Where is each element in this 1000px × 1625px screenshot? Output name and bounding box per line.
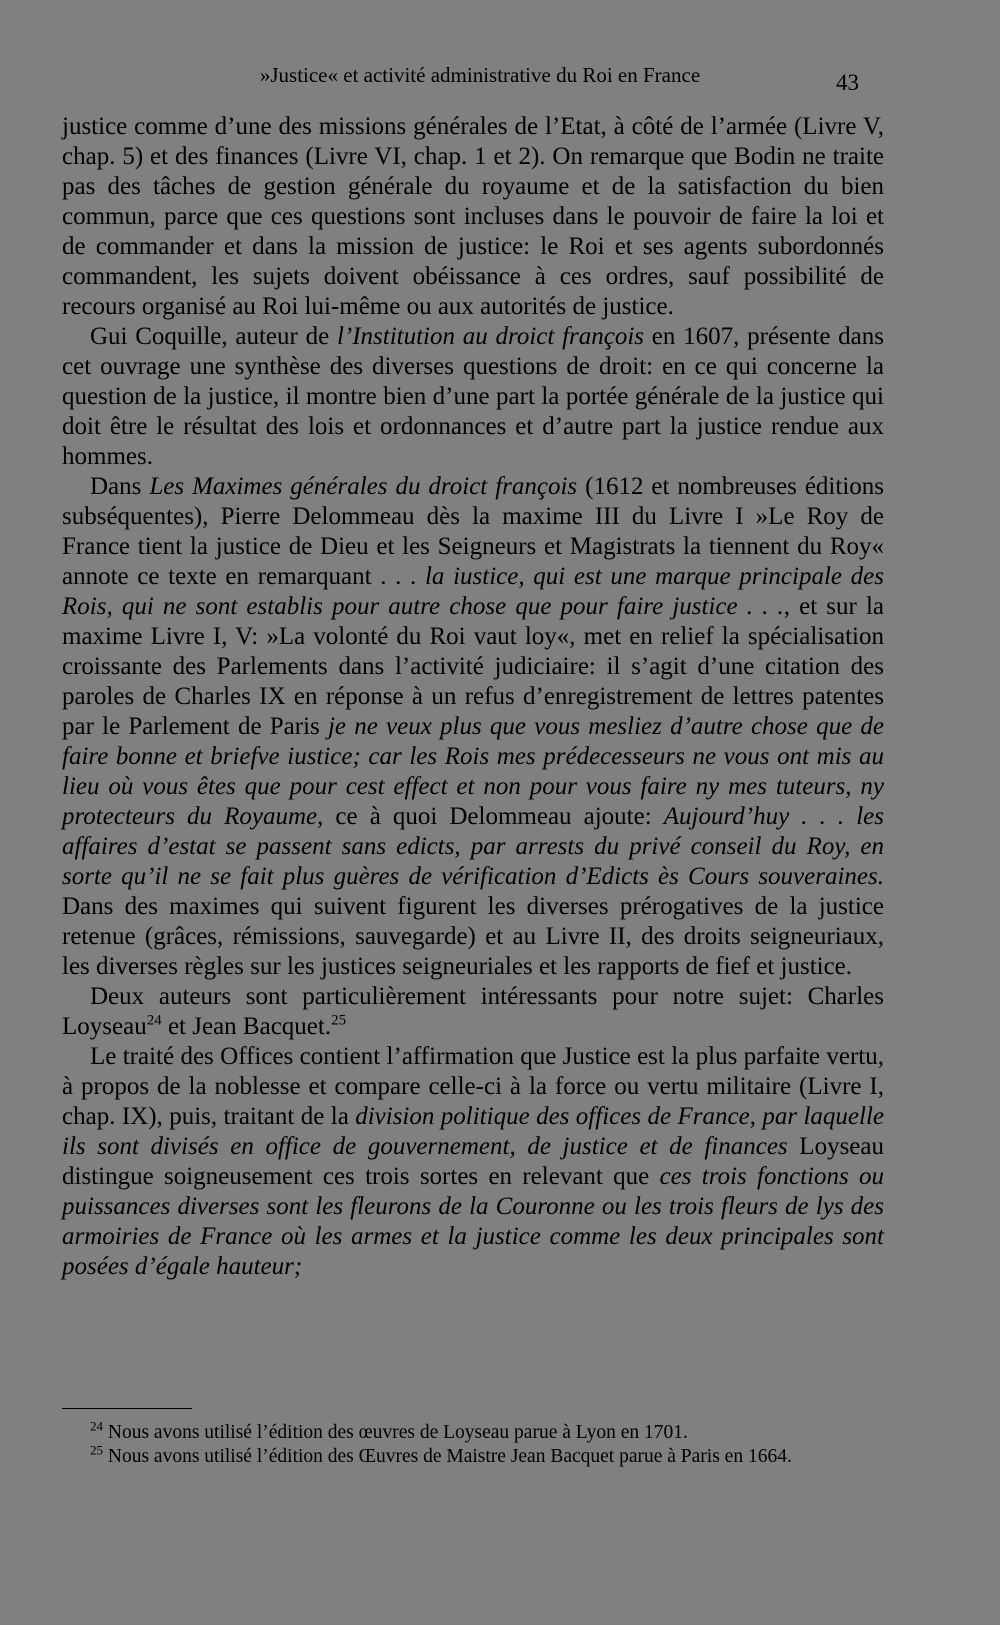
running-title: »Justice« et activité administrative du Roi en France bbox=[259, 63, 701, 87]
text-run: , ce à quoi Delommeau ajoute: bbox=[317, 803, 664, 830]
footnote-number: 24 bbox=[90, 1418, 103, 1434]
paragraph-5 bbox=[62, 1042, 884, 1282]
paragraph-3 bbox=[62, 472, 884, 982]
text-run: Le traité des Offices contient l’affirmation que Justice est la plus parfaite vertu, à propos de la noblesse et compare celle-ci à la force ou vertu militaire (Livre I, chap. IX), puis, traitant de la bbox=[62, 1043, 884, 1130]
footnotes bbox=[62, 1418, 884, 1469]
quotation-italic: division politique des offices de France, par laquelle ils sont divisés en office de gouvernement, de justice et de finances bbox=[62, 1103, 884, 1160]
page-number: 43 bbox=[836, 70, 859, 95]
text-run: Dans bbox=[90, 473, 150, 500]
quotation-italic: Aujourd’huy . . . les affaires d’estat se passent sans edicts, par arrests du privé conseil du Roy, en sorte qu’il ne se fait plus guères de vérification d’Edicts ès Cours souveraines. bbox=[62, 803, 884, 890]
text-run: Deux auteurs sont particulièrement intéressants pour notre sujet: Charles Loyseau bbox=[62, 983, 884, 1040]
book-title-italic: l’Institution au droict françois bbox=[336, 323, 645, 350]
paragraph-1: justice comme d’une des missions générales de l’Etat, à côté de l’armée (Livre V, chap. 5) et des finances (Livre VI, chap. 1 et 2). On remarque que Bodin ne traite pas des tâches de gestion générale du royaume et de la satisfaction du bien commun, parce que ces questions sont incluses dans le pouvoir de faire la loi et de commander et dans la mission de justice: le Roi et ses agents subordonnés commandent, les sujets doivent obéissance à ces ordres, sauf possibilité de recours organisé au Roi lui-même ou aux autorités de justice. bbox=[62, 113, 884, 320]
footnote-text: Nous avons utilisé l’édition des œuvres de Loyseau parue à Lyon en 1701. bbox=[103, 1422, 688, 1443]
quotation-italic: la iustice, qui est une marque principale des Rois, qui ne sont establis pour autre chose que pour faire justice . . . bbox=[62, 563, 884, 620]
text-run: Gui Coquille, auteur de bbox=[90, 323, 337, 350]
text-run: , et sur la maxime Livre I, V: »La volonté du Roi vaut loy«, met en relief la spécialisation croissante des Parlements dans l’activité judiciaire: il s’agit d’une citation des paroles de Charles IX en réponse à un refus d’enregistrement de lettres patentes par le Parlement de Paris bbox=[62, 593, 885, 740]
footnote-25 bbox=[62, 1442, 884, 1469]
book-title-italic: Les Maximes générales du droict françois bbox=[149, 473, 578, 500]
footnote-text: Nous avons utilisé l’édition des Œuvres de Maistre Jean Bacquet parue à Paris en 1664. bbox=[103, 1446, 792, 1467]
text-run: Loyseau distingue soigneusement ces trois sortes en relevant que bbox=[62, 1133, 884, 1190]
footnote-divider bbox=[62, 1408, 192, 1409]
quotation-italic: je ne veux plus que vous mesliez d’autre chose que de faire bonne et briefve iustice; car les Rois mes prédecesseurs ne vous ont mis au lieu où vous êtes que pour cest effect et non pour vous faire ny mes tuteurs, ny protecteurs du Royaume bbox=[62, 713, 885, 830]
main-text bbox=[62, 112, 884, 1282]
paragraph-2 bbox=[62, 322, 884, 472]
text-run: en 1607, présente dans cet ouvrage une synthèse des diverses questions de droit: en ce qui concerne la question de la justice, il montre bien d’une part la portée générale de la justice qui doit être le résultat des lois et ordonnances et d’autre part la justice rendue aux hommes. bbox=[62, 323, 884, 470]
text-run: (1612 et nombreuses éditions subséquentes), Pierre Delommeau dès la maxime III du Livre I »Le Roy de France tient la justice de Dieu et les Seigneurs et Magistrats la tiennent du Roy« annote ce texte en remarquant . . . bbox=[62, 473, 884, 590]
text-run: et Jean Bacquet. bbox=[161, 1013, 332, 1040]
footnote-24 bbox=[62, 1418, 884, 1445]
footnote-number: 25 bbox=[90, 1442, 103, 1458]
paragraph-4 bbox=[62, 982, 884, 1042]
footnote-ref: 25 bbox=[331, 1012, 347, 1029]
text-run: Dans des maximes qui suivent figurent les diverses prérogatives de la justice retenue (grâces, rémissions, sauvegarde) et au Livre II, des droits seigneuriaux, les diverses règles sur les justices seigneuriales et les rapports de fief et justice. bbox=[62, 893, 884, 980]
footnote-ref: 24 bbox=[146, 1012, 162, 1029]
quotation-italic: ces trois fonctions ou puissances diverses sont les fleurons de la Couronne ou les trois fleurs de lys des armoiries de France où les armes et la justice comme les deux principales sont posées d’égale hauteur; bbox=[62, 1163, 884, 1280]
